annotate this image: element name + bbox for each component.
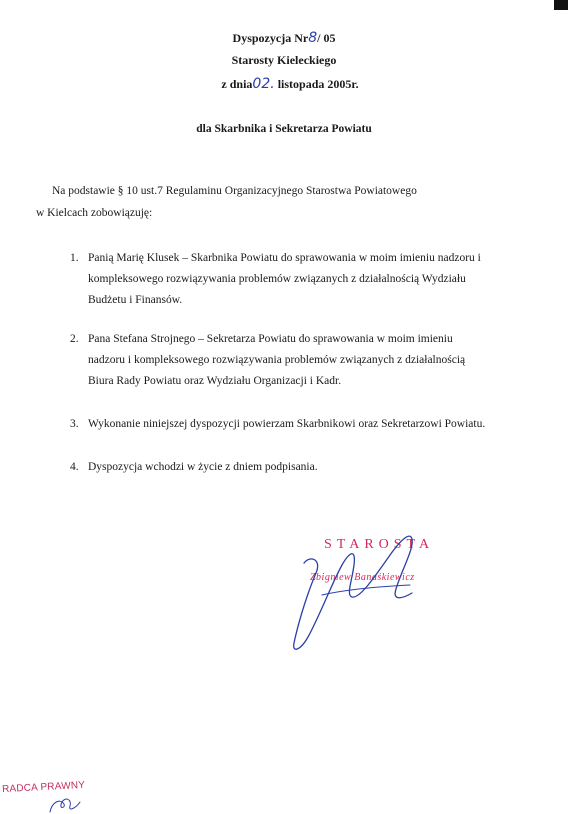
item-line: Panią Marię Klusek – Skarbnika Powiatu do sprawowania w moim imieniu nadzoru i <box>88 252 481 264</box>
intro-paragraph <box>36 180 502 224</box>
item-line: Budżetu i Finansów. <box>88 294 183 306</box>
scan-corner-mark <box>554 0 568 10</box>
item-number: 2. <box>70 333 79 345</box>
item-text <box>88 248 518 311</box>
handwritten-number: 8 <box>308 30 318 46</box>
legal-initials-signature <box>0 778 110 814</box>
title-prefix: Dyspozycja Nr <box>232 31 309 45</box>
date-suffix: listopada 2005r. <box>274 77 359 91</box>
handwritten-day: 02. <box>252 76 275 92</box>
item-text <box>88 414 518 435</box>
intro-line-2: w Kielcach zobowiązuję: <box>36 207 153 219</box>
legal-counsel-stamp <box>0 778 110 814</box>
item-line: Dyspozycja wchodzi w życie z dniem podpisania. <box>88 461 318 473</box>
starosta-stamp-name: Zbigniew Banaśkiewicz <box>310 572 415 583</box>
item-number: 3. <box>70 418 79 430</box>
starosta-stamp-title: STAROSTA <box>324 537 435 552</box>
intro-line-1: Na podstawie § 10 ust.7 Regulaminu Organizacyjnego Starostwa Powiatowego <box>52 185 417 197</box>
date-line <box>6 76 568 92</box>
item-text <box>88 329 518 392</box>
document-title <box>0 30 568 46</box>
issuer-line: Starosty Kieleckiego <box>231 53 337 67</box>
date-prefix: z dnia <box>221 77 253 91</box>
item-text <box>88 457 518 478</box>
legal-stamp-title: RADCA PRAWNY <box>1 779 86 796</box>
item-line: Pana Stefana Strojnego – Sekretarza Powiatu do sprawowania w moim imieniu <box>88 333 453 345</box>
item-number: 1. <box>70 252 79 264</box>
handwritten-signature <box>280 525 480 665</box>
item-line: nadzoru i kompleksowego rozwiązywania problemów związanych z działalnością <box>88 354 466 366</box>
item-line: kompleksowego rozwiązywania problemów związanych z działalnością Wydziału <box>88 273 466 285</box>
item-line: Wykonanie niniejszej dyspozycji powierzam Skarbnikowi oraz Sekretarzowi Powiatu. <box>88 418 486 430</box>
signature-block <box>280 525 480 665</box>
title-suffix: / 05 <box>317 31 336 45</box>
item-line: Biura Rady Powiatu oraz Wydziału Organizacji i Kadr. <box>88 375 342 387</box>
document-subject: dla Skarbnika i Sekretarza Powiatu <box>196 123 372 135</box>
item-number: 4. <box>70 461 79 473</box>
